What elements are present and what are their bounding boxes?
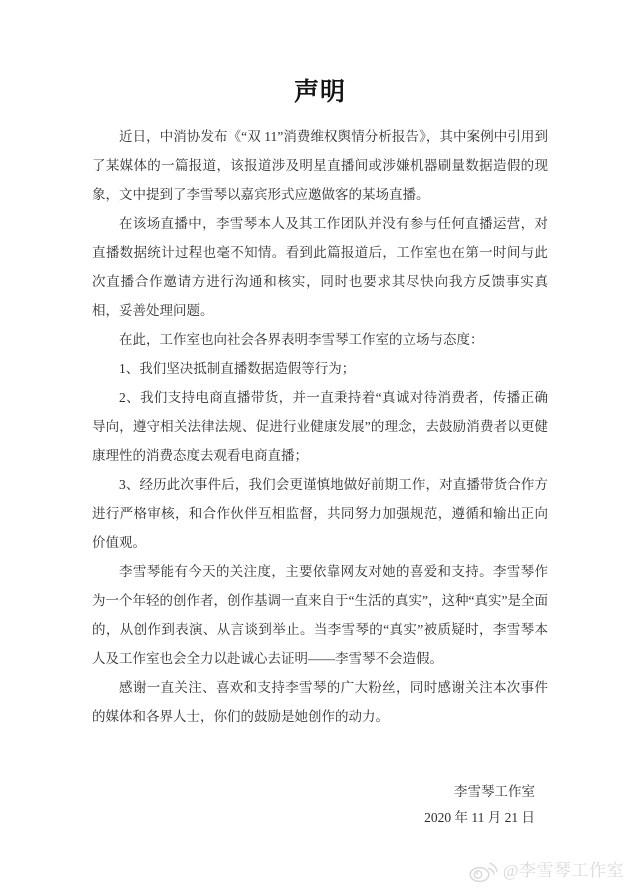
paragraph-stance-lead: 在此，工作室也向社会各界表明李雪琴工作室的立场与态度：: [119, 332, 484, 347]
weibo-icon: [468, 859, 498, 883]
signature-block: [92, 779, 548, 831]
signature-date: 2020 年 11 月 21 日: [424, 810, 535, 825]
paragraph-intro: 近日，中消协发布《“双 11”消费维权舆情分析报告》，其中案例中引用到了某媒体的一篇报道，该报道涉及明星直播间或涉嫌机器刷量数据造假的现象，文中提到了李雪琴以嘉宾形式应邀做客的某场直播。: [92, 129, 548, 202]
statement-content: [92, 78, 548, 831]
watermark: [468, 859, 624, 883]
watermark-text: @李雪琴工作室: [502, 861, 624, 880]
paragraph-context: 在该场直播中，李雪琴本人及其工作团队并没有参与任何直播运营，对直播数据统计过程也毫不知情。看到此篇报道后，工作室也在第一时间与此次直播合作邀请方进行沟通和核实，同时也要求其尽快向我方反馈事实真相，妥善处理问题。: [92, 216, 548, 318]
paragraph-authenticity: 李雪琴能有今天的关注度，主要依靠网友对她的喜爱和支持。李雪琴作为一个年轻的创作者，创作基调一直来自于“生活的真实”，这种“真实”是全面的，从创作到表演、从言谈到举止。当李雪琴的“真实”被质疑时，李雪琴本人及工作室也会全力以赴诚心去证明——李雪琴不会造假。: [92, 564, 548, 666]
paragraph-item-1: 1、我们坚决抵制直播数据造假等行为；: [119, 361, 356, 376]
paragraph-thanks: 感谢一直关注、喜欢和支持李雪琴的广大粉丝，同时感谢关注本次事件的媒体和各界人士，你们的鼓励是她创作的动力。: [92, 680, 548, 724]
page-title: 声明: [293, 79, 346, 106]
paragraph-item-3: 3、经历此次事件后，我们会更谨慎地做好前期工作，对直播带货合作方进行严格审核，和合作伙伴互相监督，共同努力加强规范，遵循和输出正向价值观。: [92, 477, 548, 550]
signature-name: 李雪琴工作室: [454, 784, 535, 799]
paragraph-item-2: 2、我们支持电商直播带货，并一直秉持着“真诚对待消费者，传播正确导向，遵守相关法律法规、促进行业健康发展”的理念，去鼓励消费者以更健康理性的消费态度去观看电商直播；: [92, 390, 548, 463]
